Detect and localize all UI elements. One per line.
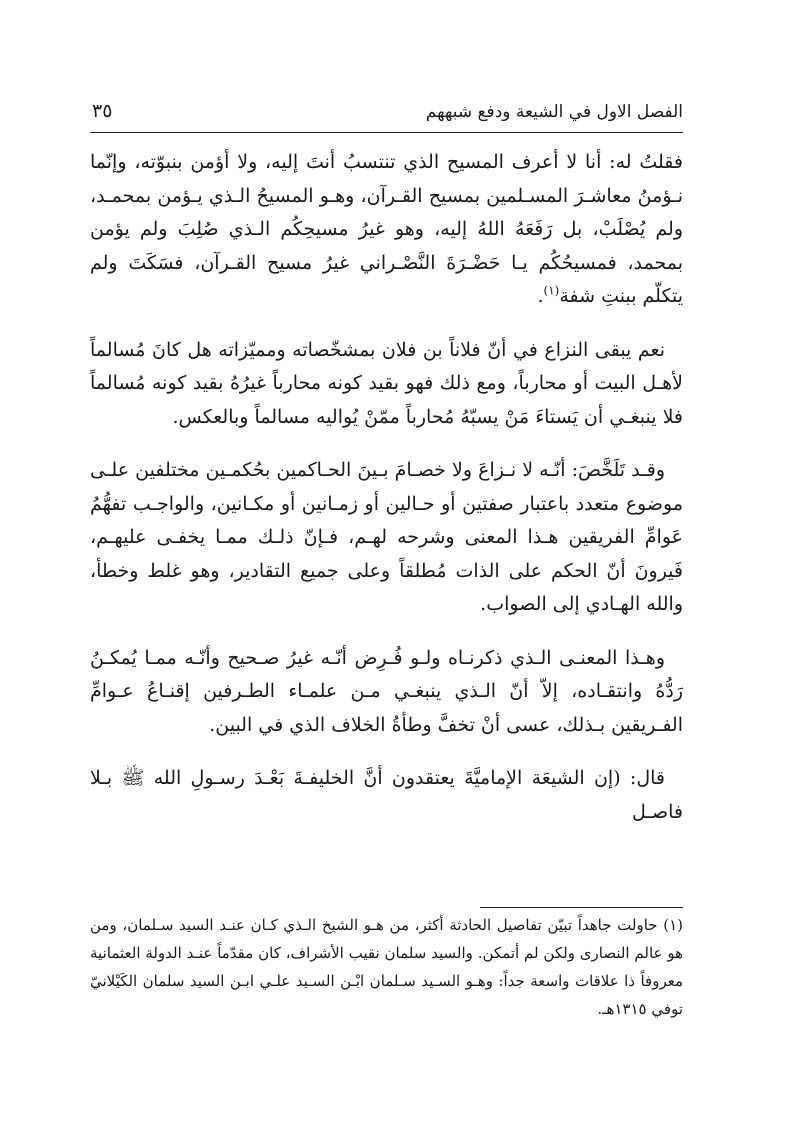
paragraph-spacer <box>90 314 683 334</box>
paragraph-spacer <box>90 622 683 642</box>
page-number: ٣٥ <box>92 100 113 122</box>
header-divider <box>90 132 683 133</box>
paragraph-spacer <box>90 742 683 762</box>
footnote: (١) حاولت جاهداً تبيّن تفاصيل الحادثة أكثر، من هـو الشيخ الـذي كـان عنـد السيد سـلمان، ومن هو عالم النصارى ولكن لم أتمكن. والسيد سلمان نقيب الأشراف، كان مقدّماً عنـد الدولة العثمانية معروفاً ذا علاقات واسعة جداً: وهـو السـيد سـلمان ابْـن السـيد علـي ابـن السيد سلمان الكَيْلانيّ توفي ١٣١٥هـ. <box>90 916 683 1018</box>
body-text <box>90 146 683 829</box>
paragraph-text: فقلتُ له: أنا لا أعرف المسيح الذي تنتسبُ أنتَ إليه، ولا أؤمن بنبوّته، وإنّما نـؤمنُ معاشـرَ المسـلمين بمسيح القـرآن، وهـو المسيحُ الـذي يـؤمن بمحمـد، ولم يُصْلَبْ، بل رَفَعَهُ اللهُ إليه، وهو غيرُ مسيحِكُم الـذي صُلِبَ ولم يؤمن بمحمد، فمسيحُكُم يـا حَضْـرَةَ النَّصْـراني غيرُ مسيح القـرآن، فسَكَتَ ولم يتكلّم ببنتِ شفة <box>90 151 683 307</box>
footnotes <box>90 911 683 1023</box>
chapter-title: الفصل الاول في الشيعة ودفع شبههم <box>425 102 683 122</box>
paragraph: وقـد تَلَخَّصَ: أنّـه لا نـزاعَ ولا خصـامَ بـينَ الحـاكمين بحُكمـين مختلفين علـى موضوع متعدد باعتبار صفتين أو حـالين أو زمـانين أو مكـانين، والواجـب تفهُّمُ عَوامِّ الفريقين هـذا المعنى وشرحه لهـم، فـإنّ ذلـك ممـا يخفـى عليهـم، فَيرونَ أنّ الحكم على الذات مُطلقاً وعلى جميع التقادير، وهو غلط وخطأ، والله الهـادي إلى الصواب. <box>90 459 683 615</box>
running-header <box>90 100 683 130</box>
paragraph: نعم يبقى النزاع في أنّ فلاناً بن فلان بمشخّصاته ومميّزاته هل كانَ مُسالماً لأهـل البيت أو محارباً، ومع ذلك فهو بقيد كونه محارباً غيرُهُ بقيد كونه مُسالماً فلا ينبغـي أن يَستاءَ مَنْ يسبّهُ مُحارباً ممّنْ يُواليه مسالماً وبالعكس. <box>90 338 683 428</box>
footnote-reference: (١) <box>543 283 560 298</box>
paragraph <box>90 146 683 314</box>
paragraph-end-mark: . <box>537 285 544 307</box>
paragraph-spacer <box>90 434 683 454</box>
footnote-divider <box>480 907 683 908</box>
paragraph: قال: (إن الشيعَة الإماميَّةَ يعتقدون أنَّ الخليفـةَ بَعْـدَ رسـولِ الله ﷺ بـلا فاصـل <box>90 767 683 823</box>
paragraph: وهـذا المعنـى الـذي ذكرنـاه ولـو فُـرِض أنّـه غيرُ صـحيح وأنّـه ممـا يُمكـنُ رَدُّهُ وانتقـاده، إلاّ أنّ الـذي ينبغـي مـن علمـاء الطـرفين إقنـاعُ عـوامِّ الفـريقين بـذلك، عسى أنْ تخفَّ وطأةُ الخلاف الذي في البين. <box>90 646 683 736</box>
